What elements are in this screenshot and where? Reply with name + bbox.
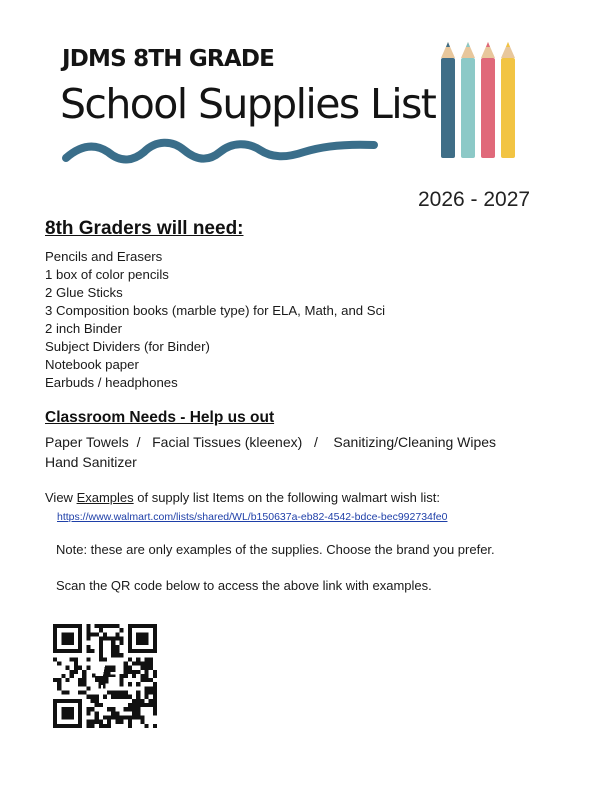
- finder-pattern: [53, 624, 82, 653]
- brand-note: Note: these are only examples of the supplies. Choose the brand you prefer.: [56, 542, 495, 557]
- list-item: 2 Glue Sticks: [45, 285, 123, 300]
- supply-list: [45, 248, 385, 392]
- examples-link-text[interactable]: Examples: [76, 490, 134, 505]
- supplies-heading: 8th Graders will need:: [45, 218, 244, 239]
- pencil-icon: [441, 42, 455, 158]
- examples-prefix: View: [45, 490, 77, 505]
- examples-suffix: of supply list Items on the following walmart wish list:: [133, 490, 440, 505]
- finder-pattern: [128, 624, 157, 653]
- dinosaur-icon: [90, 661, 119, 690]
- qr-instruction: Scan the QR code below to access the above link with examples.: [56, 578, 432, 593]
- classroom-needs-heading: Classroom Needs - Help us out: [45, 409, 275, 426]
- finder-pattern: [53, 699, 82, 728]
- pencils-illustration: [438, 40, 528, 162]
- classroom-needs-line: Hand Sanitizer: [45, 454, 137, 470]
- school-grade-heading: JDMS 8TH GRADE: [62, 46, 275, 72]
- pencil-icon: [481, 42, 495, 158]
- list-item: 2 inch Binder: [45, 321, 122, 336]
- pencil-icon: [461, 42, 475, 158]
- list-item: Notebook paper: [45, 357, 139, 372]
- classroom-needs-line: Paper Towels / Facial Tissues (kleenex) / Sanitizing/Cleaning Wipes: [45, 434, 497, 450]
- squiggle-decoration: [60, 136, 380, 172]
- page-title: School Supplies List: [60, 80, 436, 128]
- list-item: Pencils and Erasers: [45, 249, 163, 264]
- list-item: 3 Composition books (marble type) for ELA, Math, and Sci: [45, 303, 386, 318]
- qr-code[interactable]: [52, 624, 158, 728]
- pencil-icon: [501, 42, 515, 158]
- examples-intro: [45, 490, 440, 505]
- list-item: Earbuds / headphones: [45, 375, 178, 390]
- walmart-list-link[interactable]: https://www.walmart.com/lists/shared/WL/b150637a-eb82-4542-bdce-bec992734fe0: [57, 511, 448, 523]
- classroom-needs: [45, 432, 496, 472]
- list-item: 1 box of color pencils: [45, 267, 169, 282]
- school-year: 2026 - 2027: [418, 188, 531, 211]
- list-item: Subject Dividers (for Binder): [45, 339, 210, 354]
